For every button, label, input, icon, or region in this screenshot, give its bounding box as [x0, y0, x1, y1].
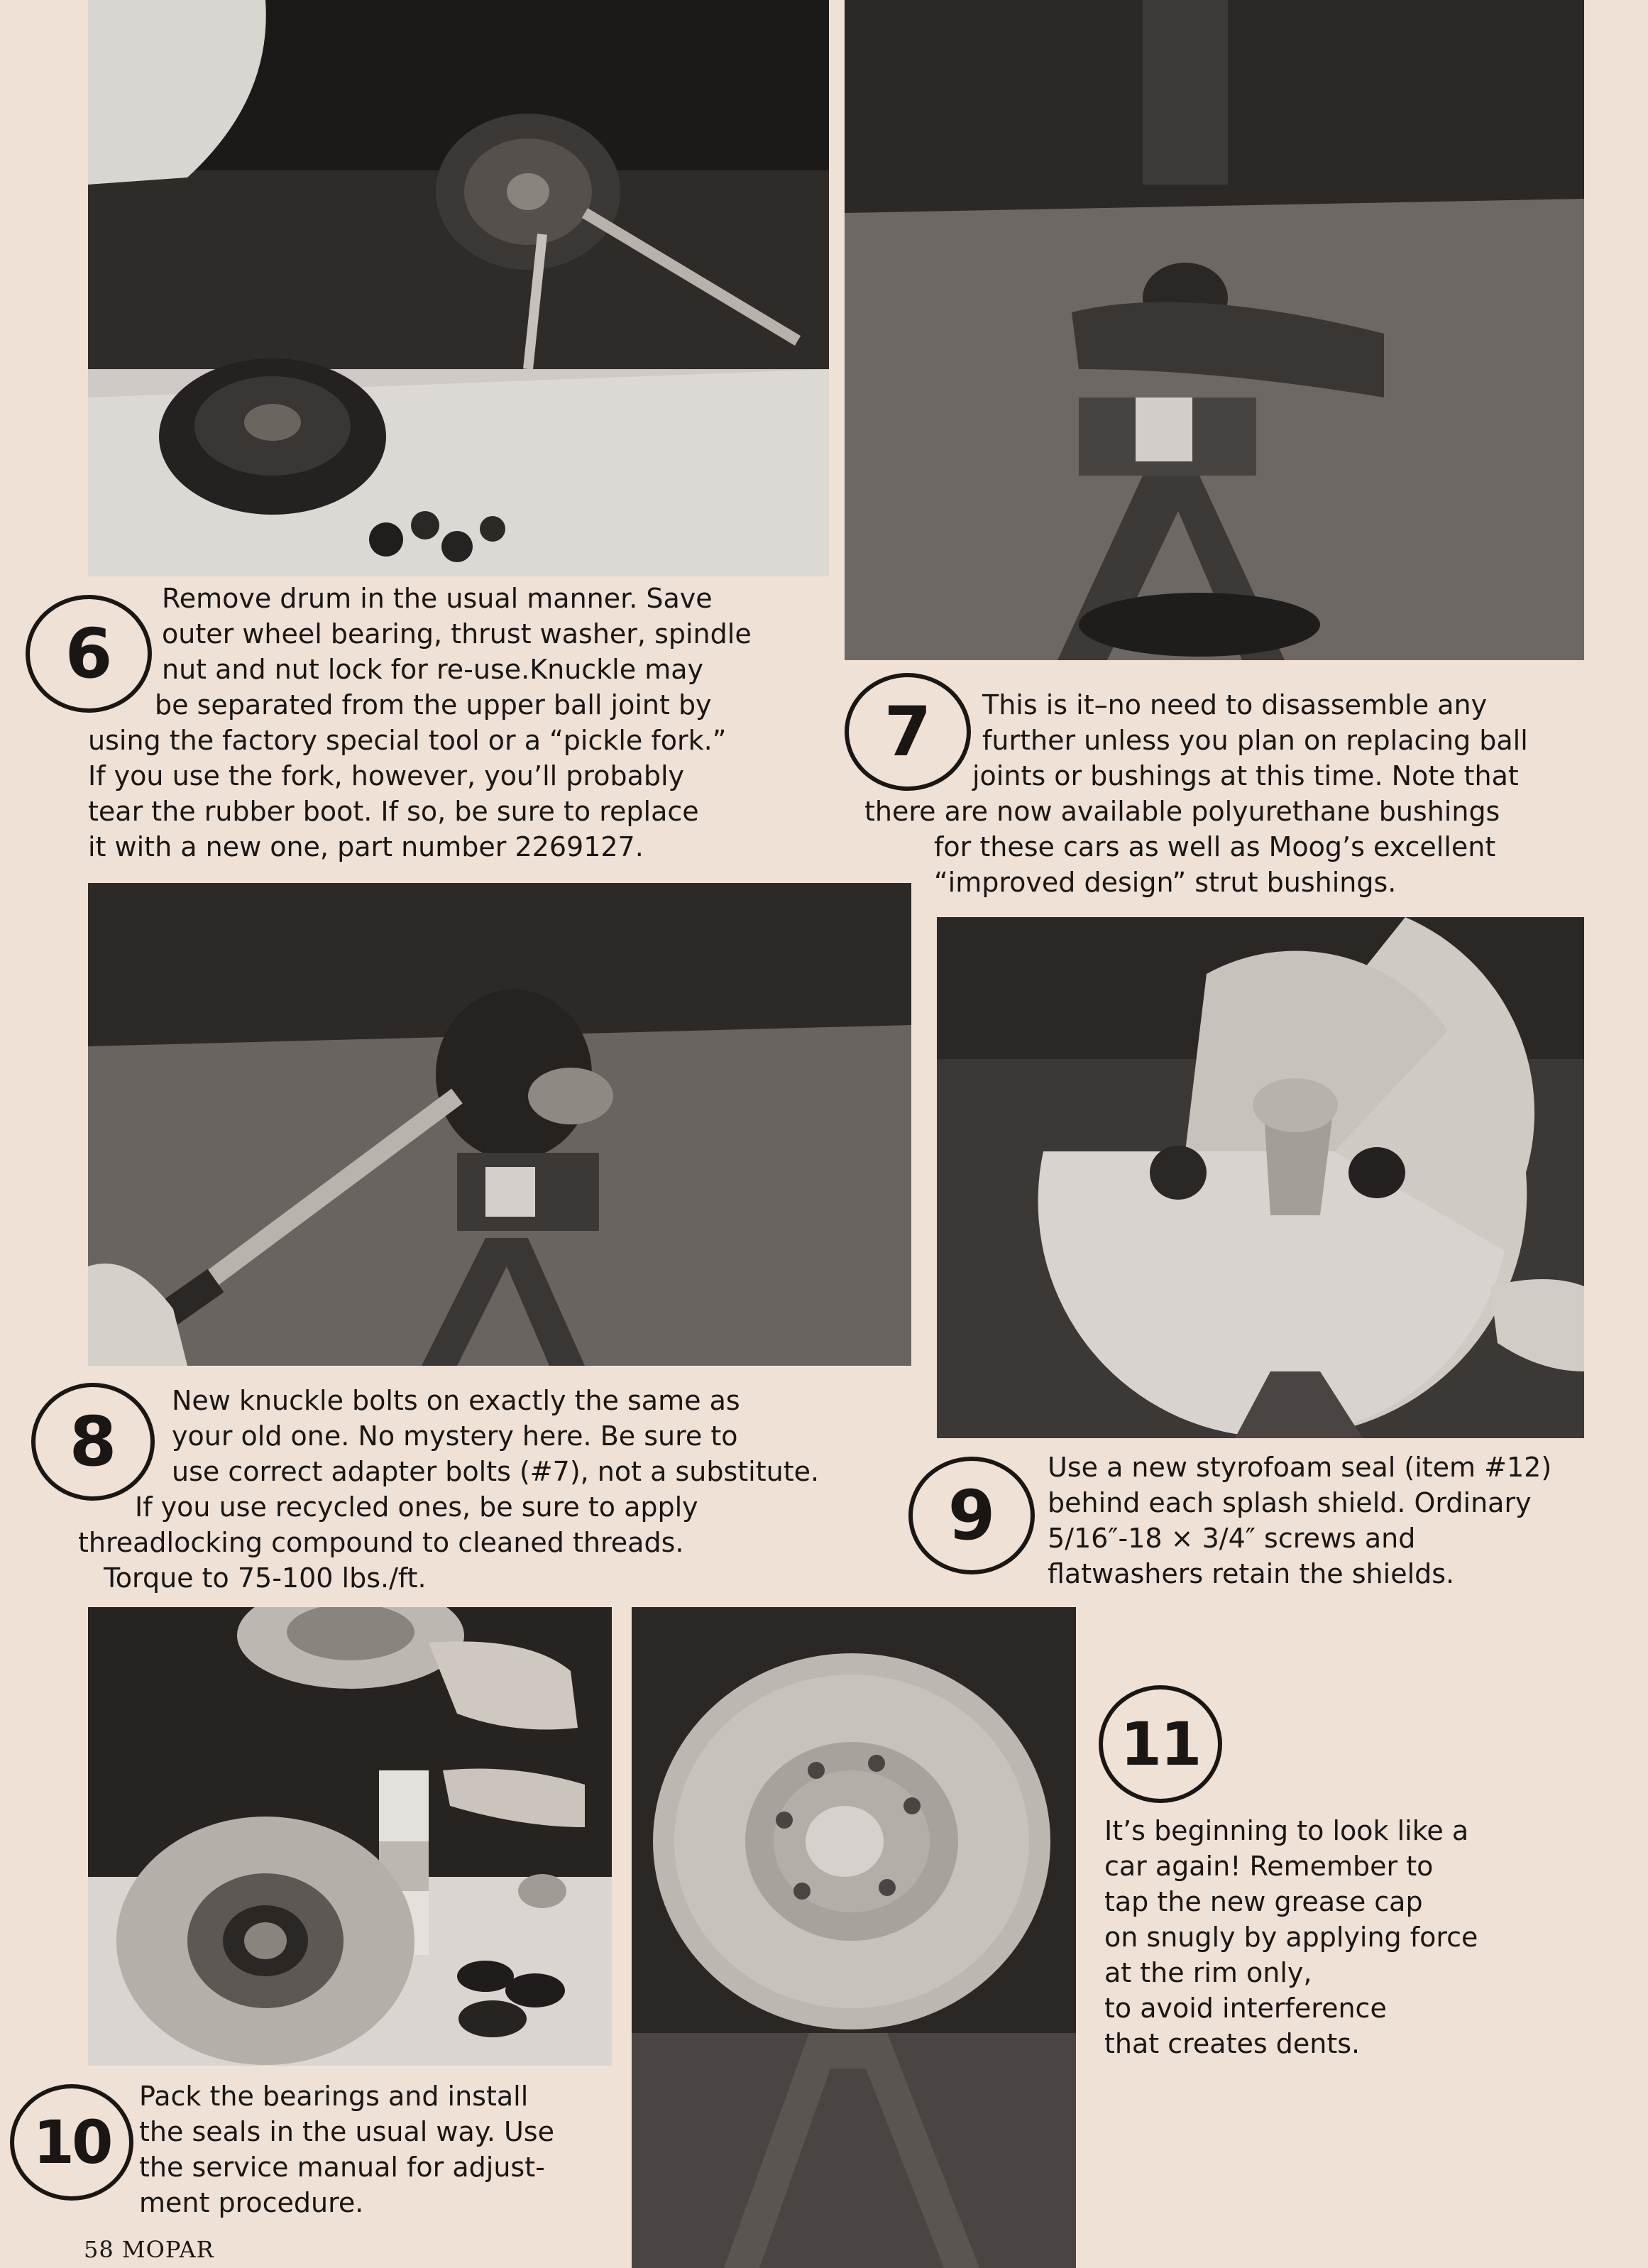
photo-rotor-installed — [632, 1607, 1076, 2268]
step-8-number: 8 — [69, 1402, 117, 1481]
photo-splash-shield — [937, 917, 1584, 1438]
step-7-number: 7 — [884, 692, 932, 772]
caption-line: Remove drum in the usual manner. Save — [162, 583, 713, 614]
step-6-caption — [88, 581, 752, 865]
photo-knuckle-bolts-torque — [88, 883, 911, 1366]
step-9-number: 9 — [947, 1476, 996, 1555]
step-7-caption — [864, 687, 1528, 900]
magazine-name: MOPAR — [121, 2236, 214, 2263]
caption-line: that creates dents. — [1104, 2028, 1361, 2059]
caption-line: joints or bushings at this time. Note that — [972, 760, 1519, 791]
step-6-number: 6 — [65, 614, 113, 694]
caption-line: Torque to 75-100 lbs./ft. — [104, 1562, 427, 1594]
caption-line: threadlocking compound to cleaned threads. — [78, 1527, 684, 1558]
photo-drum-removal — [88, 0, 829, 576]
photo-bearing-packing — [88, 1607, 612, 2066]
caption-line: car again! Remember to — [1104, 1851, 1434, 1882]
caption-line: This is it–no need to disassemble any — [982, 689, 1488, 721]
step-number-10 — [10, 2084, 133, 2201]
page-footer — [84, 2236, 214, 2263]
caption-line: Use a new styrofoam seal (item #12) — [1048, 1452, 1552, 1483]
caption-line: behind each splash shield. Ordinary — [1048, 1487, 1532, 1518]
step-10-number: 10 — [33, 2108, 111, 2177]
caption-line: 5/16″-18 × 3/4″ screws and — [1048, 1523, 1416, 1554]
step-10-caption — [139, 2078, 554, 2220]
caption-line: “improved design” strut bushings. — [934, 867, 1397, 898]
caption-line: further unless you plan on replacing ball — [982, 725, 1528, 756]
caption-line: flatwashers retain the shields. — [1048, 1558, 1455, 1589]
page-number: 58 — [84, 2236, 114, 2263]
step-9-caption — [1048, 1450, 1551, 1592]
caption-line: using the factory special tool or a “pickle fork.” — [88, 725, 727, 756]
caption-line: nut and nut lock for re-use.Knuckle may — [162, 654, 703, 685]
caption-line: It’s beginning to look like a — [1104, 1815, 1469, 1846]
step-11-number: 11 — [1120, 1709, 1201, 1779]
caption-line: the seals in the usual way. Use — [139, 2116, 554, 2147]
caption-line: for these cars as well as Moog’s excellent — [934, 831, 1496, 862]
step-number-9 — [908, 1457, 1035, 1574]
caption-line: be separated from the upper ball joint by — [155, 689, 712, 721]
caption-line: If you use recycled ones, be sure to apply — [135, 1491, 698, 1523]
caption-line: New knuckle bolts on exactly the same as — [172, 1385, 740, 1416]
caption-line: the service manual for adjust- — [139, 2152, 545, 2183]
caption-line: on snugly by applying force — [1104, 1922, 1478, 1953]
caption-line: your old one. No mystery here. Be sure to — [172, 1420, 738, 1452]
caption-line: If you use the fork, however, you’ll probably — [88, 760, 685, 791]
caption-line: at the rim only, — [1104, 1957, 1312, 1988]
step-8-caption — [78, 1383, 819, 1596]
caption-line: tap the new grease cap — [1104, 1886, 1423, 1917]
caption-line: outer wheel bearing, thrust washer, spindle — [162, 618, 752, 650]
caption-line: Pack the bearings and install — [139, 2081, 529, 2112]
caption-line: tear the rubber boot. If so, be sure to replace — [88, 796, 699, 827]
caption-line: to avoid interference — [1104, 1993, 1387, 2024]
caption-line: there are now available polyurethane bushings — [864, 796, 1500, 827]
step-11-caption — [1104, 1813, 1478, 2061]
caption-line: ment procedure. — [139, 2187, 364, 2218]
step-number-11 — [1099, 1685, 1222, 1803]
caption-line: it with a new one, part number 2269127. — [88, 831, 644, 862]
caption-line: use correct adapter bolts (#7), not a substitute. — [172, 1456, 820, 1487]
photo-knuckle-ball-joint — [845, 0, 1584, 660]
